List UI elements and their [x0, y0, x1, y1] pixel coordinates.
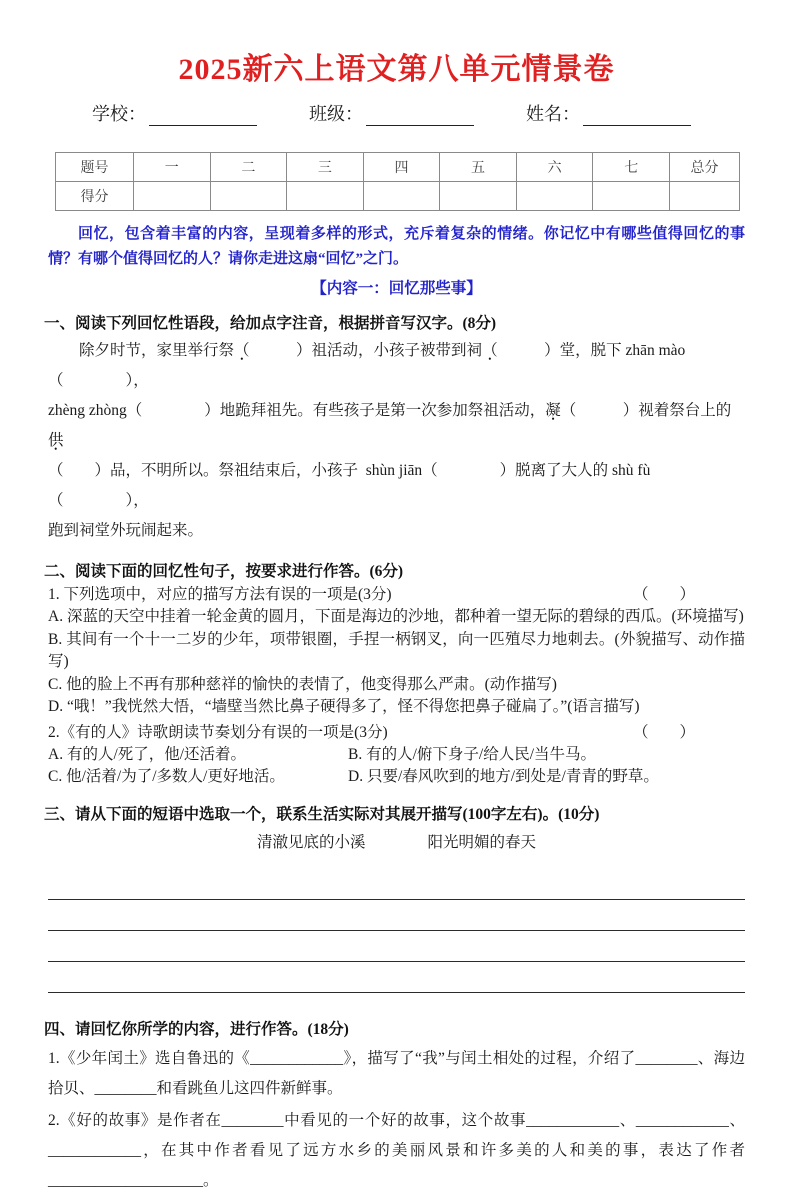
score-table-cell: 五: [440, 153, 517, 182]
emphasized-char: 祭: [218, 342, 235, 359]
name-field: [526, 100, 691, 126]
section2-q2-options-row: [48, 744, 745, 767]
score-input-cell[interactable]: [670, 182, 740, 211]
school-label: 学校：: [92, 104, 146, 124]
phrase-option-1: 清澈见底的小溪: [256, 833, 366, 851]
passage-text: （ ）品，不明所以。祭祖结束后，小孩子 shùn jiān（ ）脱离了大人的 shù fù（ ），: [48, 462, 651, 509]
section2-q2-option-b: B. 有的人/俯下身子/给人民/当牛马。: [348, 745, 597, 763]
section1-heading: 一、阅读下列回忆性语段，给加点字注音，根据拼音写汉字。(8分): [44, 315, 497, 332]
passage-text: （ ）祖活动，小孩子被带到: [234, 342, 467, 359]
score-table-cell: 题号: [56, 153, 134, 182]
school-blank[interactable]: [149, 106, 257, 126]
section1-passage: [48, 336, 745, 546]
section2-q1-option-d: D. “哦！”我恍然大悟，“墙壁当然比鼻子硬得多了，怪不得您把鼻子碰扁了。”(语言描写): [48, 698, 640, 715]
passage-line: [48, 456, 745, 516]
score-input-cell[interactable]: [440, 182, 517, 211]
score-input-cell[interactable]: [363, 182, 440, 211]
score-table-cell: 七: [593, 153, 670, 182]
section2-heading: 二、阅读下面的回忆性句子，按要求进行作答。(6分): [44, 563, 404, 580]
section2-q2-option-a: A. 有的人/死了，他/还活着。: [48, 745, 247, 763]
school-field: [92, 100, 257, 126]
score-input-cell[interactable]: [210, 182, 287, 211]
score-table-cell: 总分: [670, 153, 740, 182]
section2-q2-option-d: D. 只要/春风吹到的地方/到处是/青青的野草。: [348, 768, 659, 785]
section2-q2-stem: 2.《有的人》诗歌朗读节奏划分有误的一项是(3分): [48, 723, 388, 741]
section3-heading: 三、请从下面的短语中选取一个，联系生活实际对其展开描写(100字左右)。(10分): [44, 805, 600, 823]
page-title: 2025新六上语文第八单元情景卷: [178, 53, 615, 86]
section2-q2-option-c: C. 他/活着/为了/多数人/更好地活。: [48, 768, 285, 785]
passage-text: 跑到祠堂外玩闹起来。: [48, 522, 204, 539]
section4-q1: 1.《少年闰土》选自鲁迅的《____________》，描写了“我”与闰土相处的过程，介绍了________、海边拾贝、________和看跳鱼儿这四件新鲜事。: [48, 1049, 745, 1097]
section4-heading: 四、请回忆你所学的内容，进行作答。(18分): [44, 1020, 349, 1038]
score-input-cell[interactable]: [516, 182, 593, 211]
section2-q1-option-c: C. 他的脸上不再有那种慈祥的愉快的表情了，他变得那么严肃。(动作描写): [48, 675, 557, 693]
section2-q2-row: [48, 721, 695, 744]
answer-line[interactable]: [48, 869, 745, 900]
passage-text: （ ）视着祭台上的: [560, 402, 732, 419]
emphasized-char: 祠: [466, 342, 483, 359]
class-label: 班级：: [309, 104, 363, 124]
score-table-cell: 四: [363, 153, 440, 182]
section3-phrases: [0, 830, 793, 852]
passage-line: [48, 396, 745, 456]
section2-q1-option-a: A. 深蓝的天空中挂着一轮金黄的圆月，下面是海边的沙地，都种着一望无际的碧绿的西瓜。(环境描写): [48, 608, 744, 625]
score-table-cell: 六: [516, 153, 593, 182]
score-input-cell[interactable]: [134, 182, 211, 211]
passage-line: [48, 336, 745, 396]
score-table-cell: 一: [134, 153, 211, 182]
passage-text: 除夕时节，家里举行: [79, 342, 219, 359]
name-label: 姓名：: [526, 104, 580, 124]
score-table-cell: 三: [287, 153, 364, 182]
score-table-score-row: [56, 182, 740, 211]
score-input-cell[interactable]: [287, 182, 364, 211]
score-input-cell[interactable]: [593, 182, 670, 211]
passage-text: zhèng zhòng（ ）地跪拜祖先。有些孩子是第一次参加祭祖活动，: [48, 402, 546, 419]
section4-q2: 2.《好的故事》是作者在________中看见的一个好的故事，这个故事____________、____________、____________，在其中作者看见了远方水乡的美丽风景和许多美的人和美的事，表达了作者____________________。: [48, 1111, 745, 1189]
emphasized-char: 供: [48, 432, 64, 449]
class-blank[interactable]: [366, 106, 474, 126]
score-table-header-row: [56, 153, 740, 182]
phrase-option-2: 阳光明媚的春天: [427, 833, 537, 851]
section3-answer-area: [48, 869, 745, 993]
score-table: [55, 152, 740, 211]
class-field: [309, 100, 474, 126]
intro-paragraph: 回忆，包含着丰富的内容，呈现着多样的形式，充斥着复杂的情绪。你记忆中有哪些值得回忆的事情？有哪个值得回忆的人？请你走进这扇“回忆”之门。: [48, 226, 745, 267]
answer-line[interactable]: [48, 962, 745, 993]
passage-text: （ ）堂，脱下 zhān mào（ ），: [48, 342, 686, 389]
student-info-row: [0, 100, 793, 126]
score-label-cell: 得分: [56, 182, 134, 211]
section2-q2-options-row: [48, 766, 745, 789]
content-banner: 【内容一：回忆那些事】: [311, 280, 482, 297]
passage-line: [48, 516, 745, 546]
answer-line[interactable]: [48, 931, 745, 962]
emphasized-char: 凝: [545, 402, 561, 419]
name-blank[interactable]: [583, 106, 691, 126]
answer-line[interactable]: [48, 900, 745, 931]
section2-q1-row: [48, 583, 695, 606]
section2-q1-answer-bracket[interactable]: （ ）: [632, 586, 695, 603]
section2-q1-stem: 1. 下列选项中，对应的描写方法有误的一项是(3分): [48, 586, 392, 603]
score-table-cell: 二: [210, 153, 287, 182]
section2-q2-answer-bracket[interactable]: （ ）: [632, 723, 695, 741]
section2-q1-option-b: B. 其间有一个十一二岁的少年，项带银圈，手捏一柄钢叉，向一匹殖尽力地刺去。(外貌描写、动作描写): [48, 630, 745, 670]
